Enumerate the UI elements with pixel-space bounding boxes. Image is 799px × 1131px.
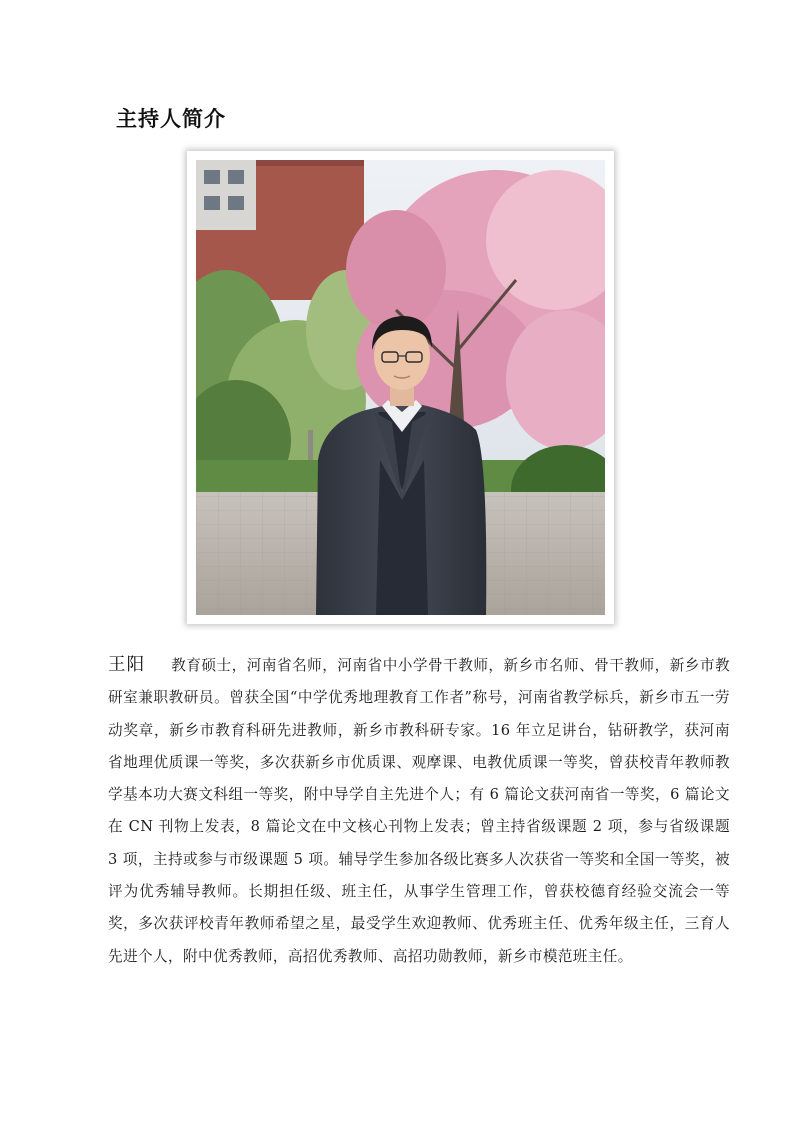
bio-text: 教育硕士，河南省名师，河南省中小学骨干教师，新乡市名师、骨干教师，新乡市教研室兼职教研员。曾获全国“中学优秀地理教育工作者”称号，河南省教学标兵，新乡市五一劳动奖章，新乡市教育科研先进教师，新乡市教科研专家。16 年立足讲台，钻研教学，获河南省地理优质课一等奖，多次获新乡市优质课、观摩课、电教优质课一等奖，曾获校青年教师教学基本功大赛文科组一等奖，附中导学自主先进个人；有 6 篇论文获河南省一等奖，6 篇论文在 CN 刊物上发表，8 篇论文在中文核心刊物上发表；曾主持省级课题 2 项，参与省级课题 3 项，主持或参与市级课题 5 项。辅导学生参加各级比赛多人次获省一等奖和全国一等奖，被评为优秀辅导教师。长期担任级、班主任，从事学生管理工作，曾获校德育经验交流会一等奖，多次获评校青年教师希望之星，最受学生欢迎教师、优秀班主任、优秀年级主任，三育人先进个人，附中优秀教师，高招优秀教师、高招功勋教师，新乡市模范班主任。: [108, 657, 731, 965]
bio-paragraph: [108, 649, 730, 973]
portrait-photo: [196, 160, 605, 615]
bio-name: 王阳: [108, 655, 146, 675]
photo-frame: [187, 151, 614, 624]
page-title: 主持人简介: [116, 107, 226, 131]
